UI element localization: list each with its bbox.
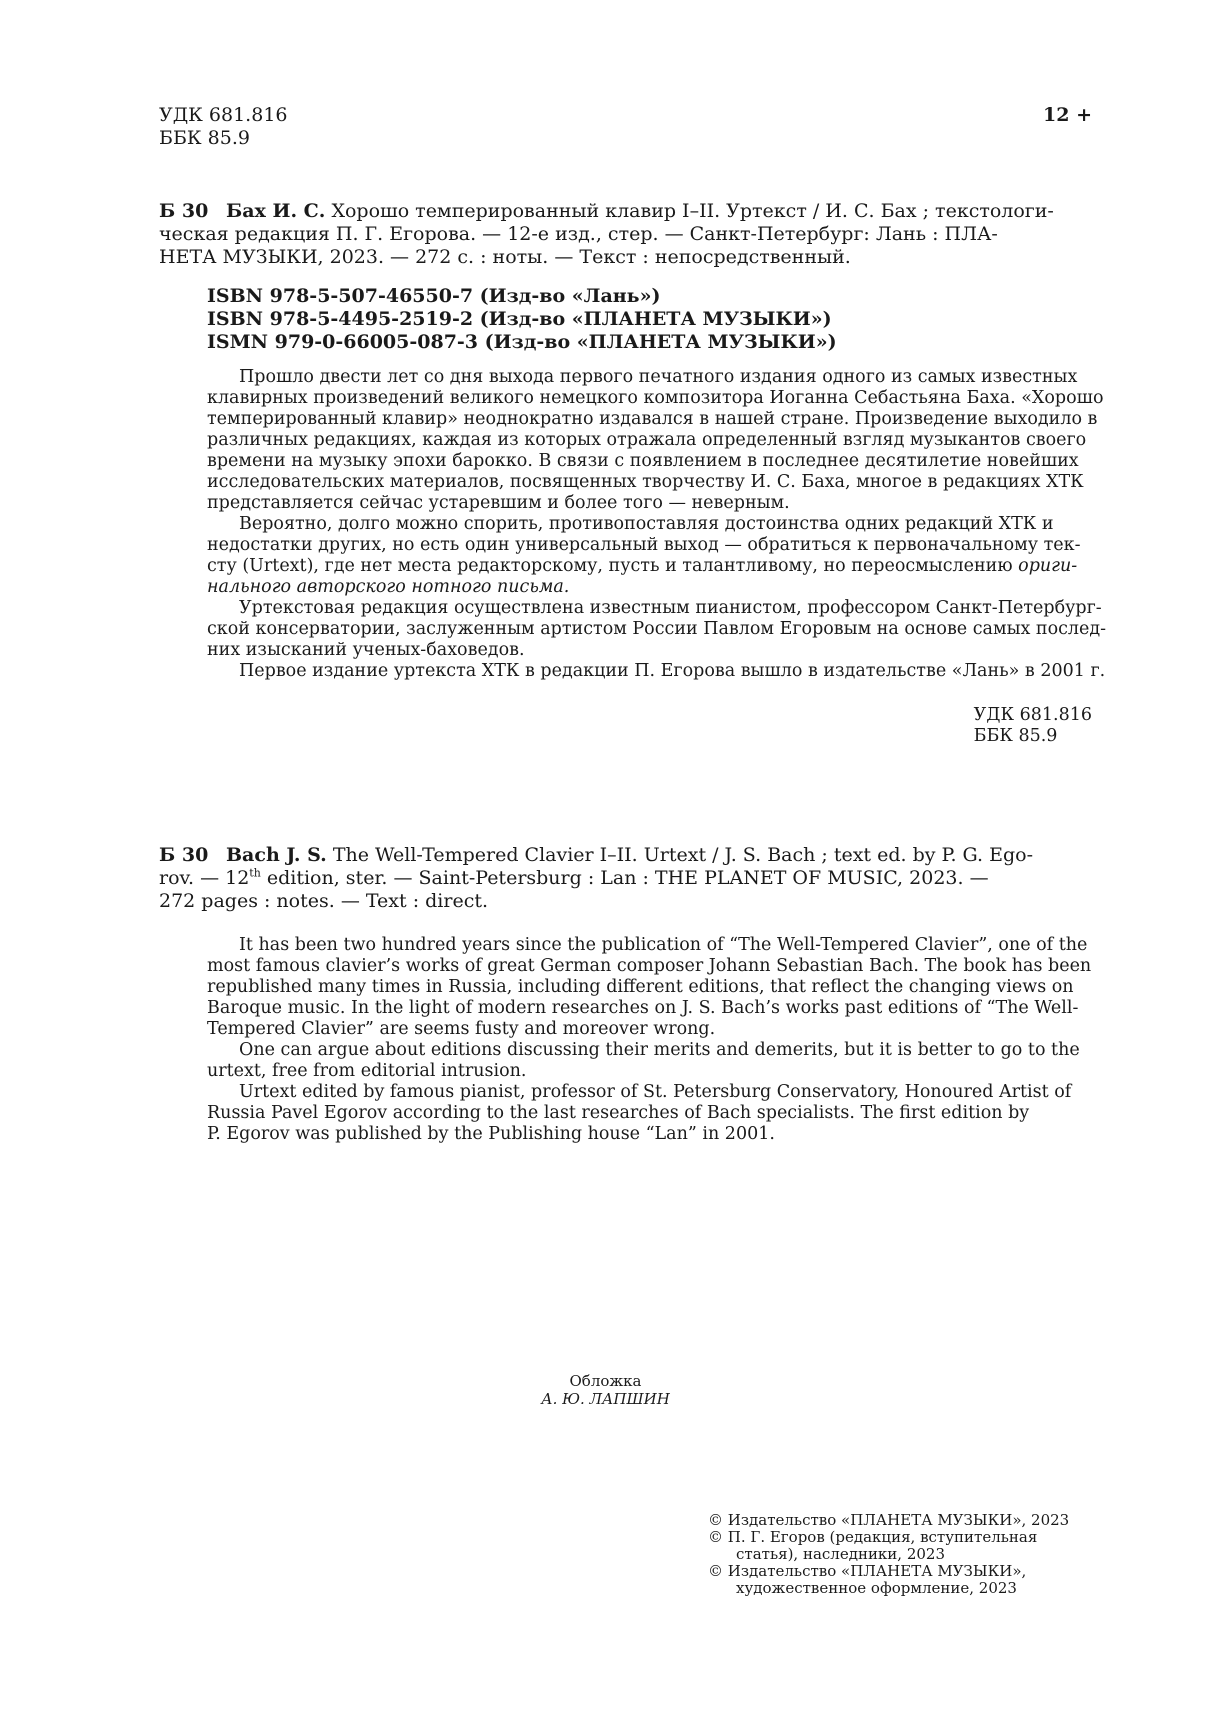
ru-abstract-italic: ориги- (1018, 556, 1078, 576)
en-abstract-line: republished many times in Russia, including different editions, that reflect the changing views on (207, 977, 1074, 997)
en-abstract-p2 (207, 1040, 1092, 1082)
ru-record-description (226, 200, 1092, 223)
ru-abstract-line: ской консерватории, заслуженным артистом России Павлом Егоровым на основе самых послед- (207, 619, 1107, 639)
en-record-line3: 272 pages : notes. — Text : direct. (159, 890, 489, 912)
en-abstract-p3 (207, 1082, 1092, 1145)
ru-record-author: Бах И. С. (226, 200, 326, 222)
ru-record-udk: УДК 681.816 (973, 705, 1092, 725)
ru-record-classification (974, 705, 1092, 747)
en-abstract (207, 935, 1092, 1145)
copyright-2b: статья), наследники, 2023 (736, 1545, 946, 1563)
ru-record-continuation (159, 223, 1092, 269)
en-record-author: Bach J. S. (226, 844, 327, 866)
en-abstract-line: One can argue about editions discussing their merits and demerits, but it is better to go to the (239, 1040, 1080, 1060)
en-abstract-line: Urtext edited by famous pianist, professor of St. Petersburg Conservatory, Honoured Artist of (239, 1082, 1072, 1102)
ru-abstract-line: них изысканий ученых-баховедов. (207, 640, 525, 660)
en-record-line2b: edition, ster. — Saint-Petersburg : Lan : THE PLANET OF MUSIC, 2023. — (260, 867, 989, 889)
isbn-list (207, 285, 837, 354)
ru-abstract-line: клавирных произведений великого немецкого композитора Иоганна Себастьяна Баха. «Хорошо (207, 388, 1104, 408)
copyright-1: © Издательство «ПЛАНЕТА МУЗЫКИ», 2023 (708, 1511, 1070, 1529)
ismn-planeta: ISMN 979-0-66005-087-3 (Изд-во «ПЛАНЕТА МУЗЫКИ») (207, 331, 837, 353)
ru-abstract-line: представляется сейчас устаревшим и более того — неверным. (207, 493, 790, 513)
en-abstract-line: P. Egorov was published by the Publishing house “Lan” in 2001. (207, 1124, 775, 1144)
ru-record (159, 200, 1092, 269)
en-abstract-line: Russia Pavel Egorov according to the last researches of Bach specialists. The first edition by (207, 1103, 1030, 1123)
en-record-line2a: rov. — 12 (159, 867, 250, 889)
en-abstract-line: Baroque music. In the light of modern researches on J. S. Bach’s works past editions of “The Well- (207, 998, 1079, 1018)
copyright-3a: © Издательство «ПЛАНЕТА МУЗЫКИ», (708, 1562, 1027, 1580)
ru-abstract-line: Вероятно, долго можно спорить, противопоставляя достоинства одних редакций ХТК и (239, 514, 1054, 534)
age-rating: 12 + (1043, 104, 1092, 126)
en-record-code: Б 30 (159, 844, 209, 866)
en-abstract-line: Tempered Clavier” are seems fusty and moreover wrong. (207, 1019, 716, 1039)
ru-abstract-line: времени на музыку эпохи барокко. В связи с появлением в последнее десятилетие новейших (207, 451, 1079, 471)
isbn-lan: ISBN 978-5-507-46550-7 (Изд-во «Лань») (207, 285, 661, 307)
en-record-continuation (159, 867, 1092, 913)
en-abstract-line: It has been two hundred years since the publication of “The Well-Tempered Clavier”, one of the (239, 935, 1088, 955)
en-record (159, 844, 1092, 913)
en-record-line1: The Well-Tempered Clavier I–II. Urtext / J. S. Bach ; text ed. by P. G. Ego- (332, 844, 1034, 866)
ru-abstract-p1 (207, 367, 1104, 514)
ru-abstract-italic: нального авторского нотного письма. (207, 577, 570, 597)
bbk-code: ББК 85.9 (159, 127, 250, 149)
cover-label: Обложка (569, 1372, 642, 1390)
cover-credit (0, 1372, 1211, 1408)
ru-abstract-line: Прошло двести лет со дня выхода первого печатного издания одного из самых известных (239, 367, 1078, 387)
ru-abstract-line: сту (Urtext), где нет места редакторскому, пусть и талантливому, но переосмыслению (207, 556, 1013, 576)
ru-record-line3: НЕТА МУЗЫКИ, 2023. — 272 с. : ноты. — Текст : непосредственный. (159, 246, 851, 268)
cover-artist: А. Ю. ЛАПШИН (541, 1390, 670, 1408)
header-classification (159, 104, 288, 150)
copyright-3b: художественное оформление, 2023 (736, 1579, 1017, 1597)
udk-code: УДК 681.816 (159, 104, 288, 126)
ru-abstract-line: исследовательских материалов, посвященных творчеству И. С. Баха, многое в редакциях ХТК (207, 472, 1084, 492)
copyright-block (708, 1512, 1069, 1597)
ru-abstract-line: Уртекстовая редакция осуществлена известным пианистом, профессором Санкт-Петербург- (239, 598, 1102, 618)
en-abstract-p1 (207, 935, 1092, 1040)
ru-abstract (207, 367, 1107, 682)
ordinal-suffix: th (249, 866, 261, 880)
isbn-planeta: ISBN 978-5-4495-2519-2 (Изд-во «ПЛАНЕТА МУЗЫКИ») (207, 308, 832, 330)
ru-abstract-line: недостатки других, но есть один универсальный выход — обратиться к первоначальному тек- (207, 535, 1081, 555)
ru-record-line1: Хорошо темперированный клавир I–II. Уртекст / И. С. Бах ; текстологи- (331, 200, 1054, 222)
ru-record-bbk: ББК 85.9 (973, 726, 1058, 746)
copyright-2a: © П. Г. Егоров (редакция, вступительная (708, 1528, 1038, 1546)
ru-record-code: Б 30 (159, 200, 209, 222)
ru-record-line2: ческая редакция П. Г. Егорова. — 12-е изд., стер. — Санкт-Петербург: Лань : ПЛА- (159, 223, 998, 245)
ru-abstract-p3 (207, 598, 1107, 661)
en-abstract-line: most famous clavier’s works of great German composer Johann Sebastian Bach. The book has been (207, 956, 1092, 976)
en-record-description (226, 844, 1092, 867)
ru-abstract-p2 (207, 514, 1092, 598)
ru-abstract-line: различных редакциях, каждая из которых отражала определенный взгляд музыкантов своего (207, 430, 1087, 450)
ru-abstract-line: темперированный клавир» неоднократно издавался в нашей стране. Произведение выходило в (207, 409, 1098, 429)
ru-abstract-p4 (207, 661, 1106, 682)
ru-abstract-line: Первое издание уртекста ХТК в редакции П. Егорова вышло в издательстве «Лань» в 2001 г. (239, 661, 1106, 681)
en-abstract-line: urtext, free from editorial intrusion. (207, 1061, 527, 1081)
